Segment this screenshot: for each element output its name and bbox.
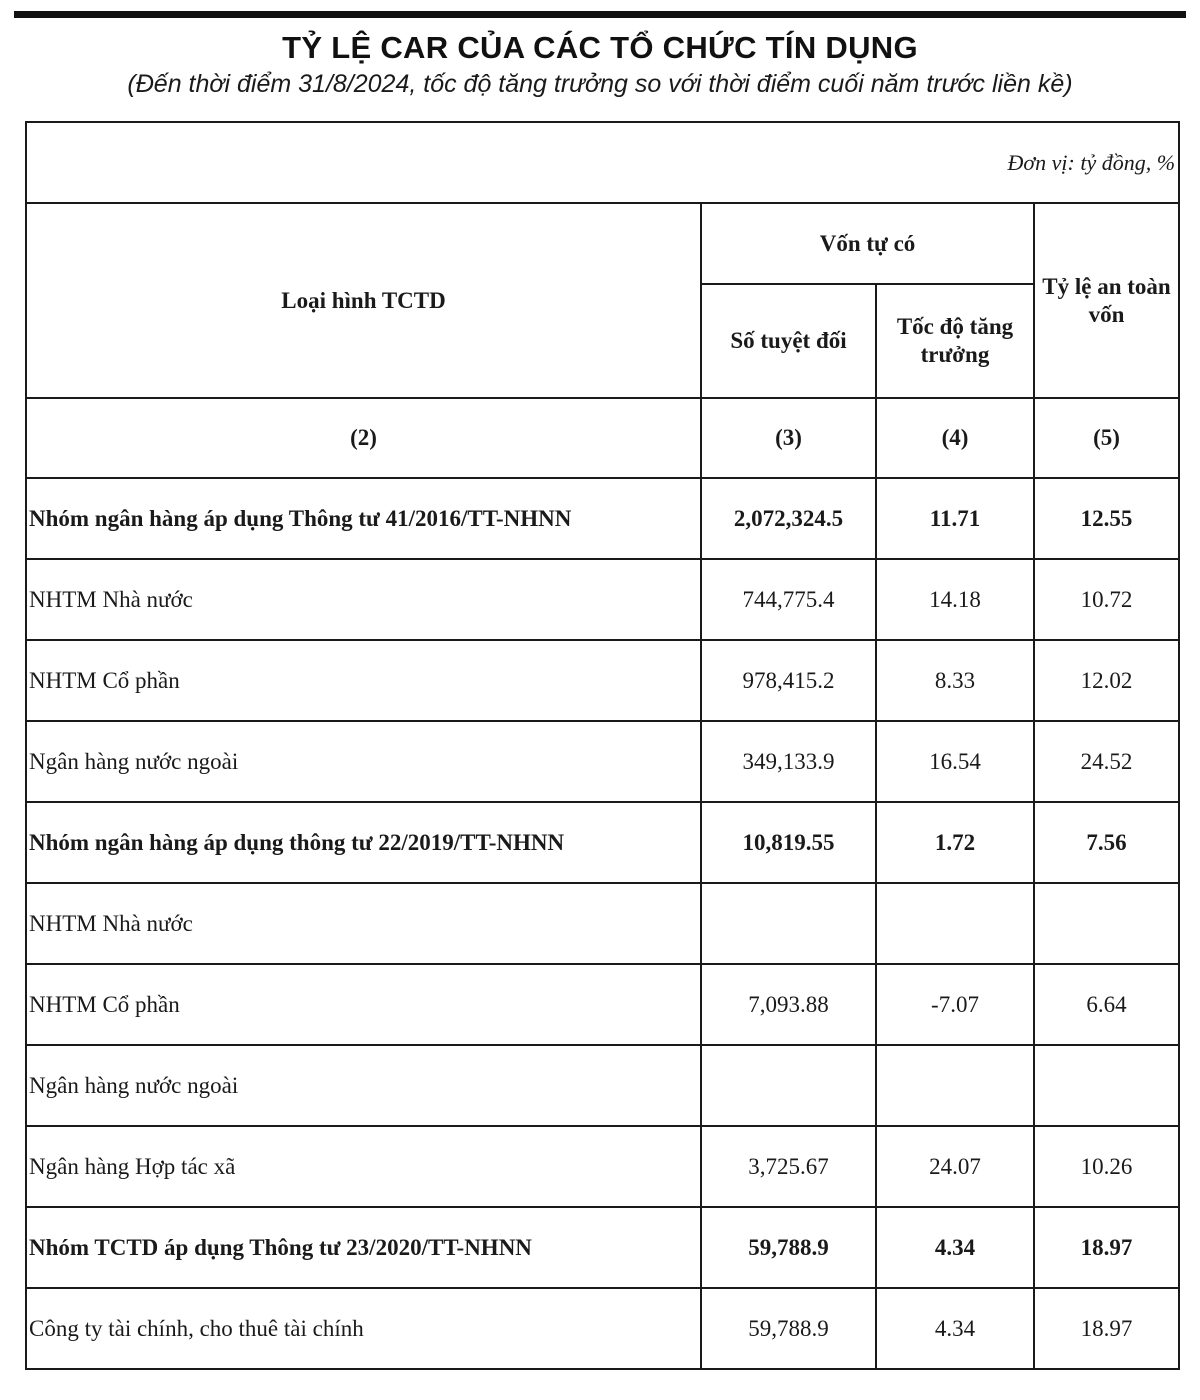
row-label: Nhóm ngân hàng áp dụng Thông tư 41/2016/TT-NHNN (26, 478, 701, 559)
header-ty-le-an-toan-von: Tỷ lệ an toàn vốn (1034, 203, 1179, 398)
row-growth-rate: 24.07 (876, 1126, 1034, 1207)
header-von-tu-co: Vốn tự có (701, 203, 1034, 284)
table-row (26, 1126, 1179, 1207)
column-number: (5) (1034, 398, 1179, 478)
row-label: NHTM Cổ phần (26, 964, 701, 1045)
table-row (26, 883, 1179, 964)
row-car-ratio: 12.02 (1034, 640, 1179, 721)
column-number: (3) (701, 398, 876, 478)
row-absolute-value: 744,775.4 (701, 559, 876, 640)
row-growth-rate: 1.72 (876, 802, 1034, 883)
row-car-ratio: 10.72 (1034, 559, 1179, 640)
column-number: (4) (876, 398, 1034, 478)
header-row-1 (26, 203, 1179, 284)
row-label: Ngân hàng Hợp tác xã (26, 1126, 701, 1207)
row-car-ratio: 6.64 (1034, 964, 1179, 1045)
table-row (26, 721, 1179, 802)
table-row (26, 559, 1179, 640)
row-absolute-value: 7,093.88 (701, 964, 876, 1045)
row-label: Nhóm ngân hàng áp dụng thông tư 22/2019/TT-NHNN (26, 802, 701, 883)
row-label: NHTM Nhà nước (26, 559, 701, 640)
row-car-ratio (1034, 1045, 1179, 1126)
row-growth-rate (876, 883, 1034, 964)
table-row (26, 640, 1179, 721)
row-label: NHTM Cổ phần (26, 640, 701, 721)
row-label: NHTM Nhà nước (26, 883, 701, 964)
row-growth-rate: 16.54 (876, 721, 1034, 802)
row-growth-rate: 4.34 (876, 1288, 1034, 1369)
table-row (26, 1207, 1179, 1288)
column-number-row (26, 398, 1179, 478)
row-absolute-value: 10,819.55 (701, 802, 876, 883)
row-absolute-value: 3,725.67 (701, 1126, 876, 1207)
row-label: Nhóm TCTD áp dụng Thông tư 23/2020/TT-NHNN (26, 1207, 701, 1288)
row-car-ratio (1034, 883, 1179, 964)
row-label: Công ty tài chính, cho thuê tài chính (26, 1288, 701, 1369)
row-growth-rate: 14.18 (876, 559, 1034, 640)
table-row (26, 1288, 1179, 1369)
table-row (26, 802, 1179, 883)
row-absolute-value: 59,788.9 (701, 1207, 876, 1288)
unit-label: Đơn vị: tỷ đồng, % (26, 122, 1179, 203)
row-absolute-value: 59,788.9 (701, 1288, 876, 1369)
row-car-ratio: 18.97 (1034, 1288, 1179, 1369)
row-label: Ngân hàng nước ngoài (26, 1045, 701, 1126)
row-car-ratio: 18.97 (1034, 1207, 1179, 1288)
row-car-ratio: 12.55 (1034, 478, 1179, 559)
table-row (26, 1045, 1179, 1126)
page-title: TỶ LỆ CAR CỦA CÁC TỔ CHỨC TÍN DỤNG (282, 30, 918, 65)
row-growth-rate: 11.71 (876, 478, 1034, 559)
table-row (26, 478, 1179, 559)
row-absolute-value (701, 1045, 876, 1126)
row-growth-rate (876, 1045, 1034, 1126)
row-label: Ngân hàng nước ngoài (26, 721, 701, 802)
row-absolute-value: 349,133.9 (701, 721, 876, 802)
column-number: (2) (26, 398, 701, 478)
row-absolute-value: 978,415.2 (701, 640, 876, 721)
row-growth-rate: 4.34 (876, 1207, 1034, 1288)
unit-row (26, 122, 1179, 203)
header-so-tuyet-doi: Số tuyệt đối (701, 284, 876, 398)
car-table (25, 121, 1180, 1370)
top-rule (14, 11, 1186, 18)
row-absolute-value (701, 883, 876, 964)
header-toc-do-tang-truong: Tốc độ tăng trưởng (876, 284, 1034, 398)
row-growth-rate: -7.07 (876, 964, 1034, 1045)
header-loai-hinh: Loại hình TCTD (26, 203, 701, 398)
row-growth-rate: 8.33 (876, 640, 1034, 721)
page-subtitle: (Đến thời điểm 31/8/2024, tốc độ tăng trưởng so với thời điểm cuối năm trước liền kề) (127, 70, 1073, 98)
row-car-ratio: 7.56 (1034, 802, 1179, 883)
table-row (26, 964, 1179, 1045)
row-car-ratio: 10.26 (1034, 1126, 1179, 1207)
row-car-ratio: 24.52 (1034, 721, 1179, 802)
row-absolute-value: 2,072,324.5 (701, 478, 876, 559)
